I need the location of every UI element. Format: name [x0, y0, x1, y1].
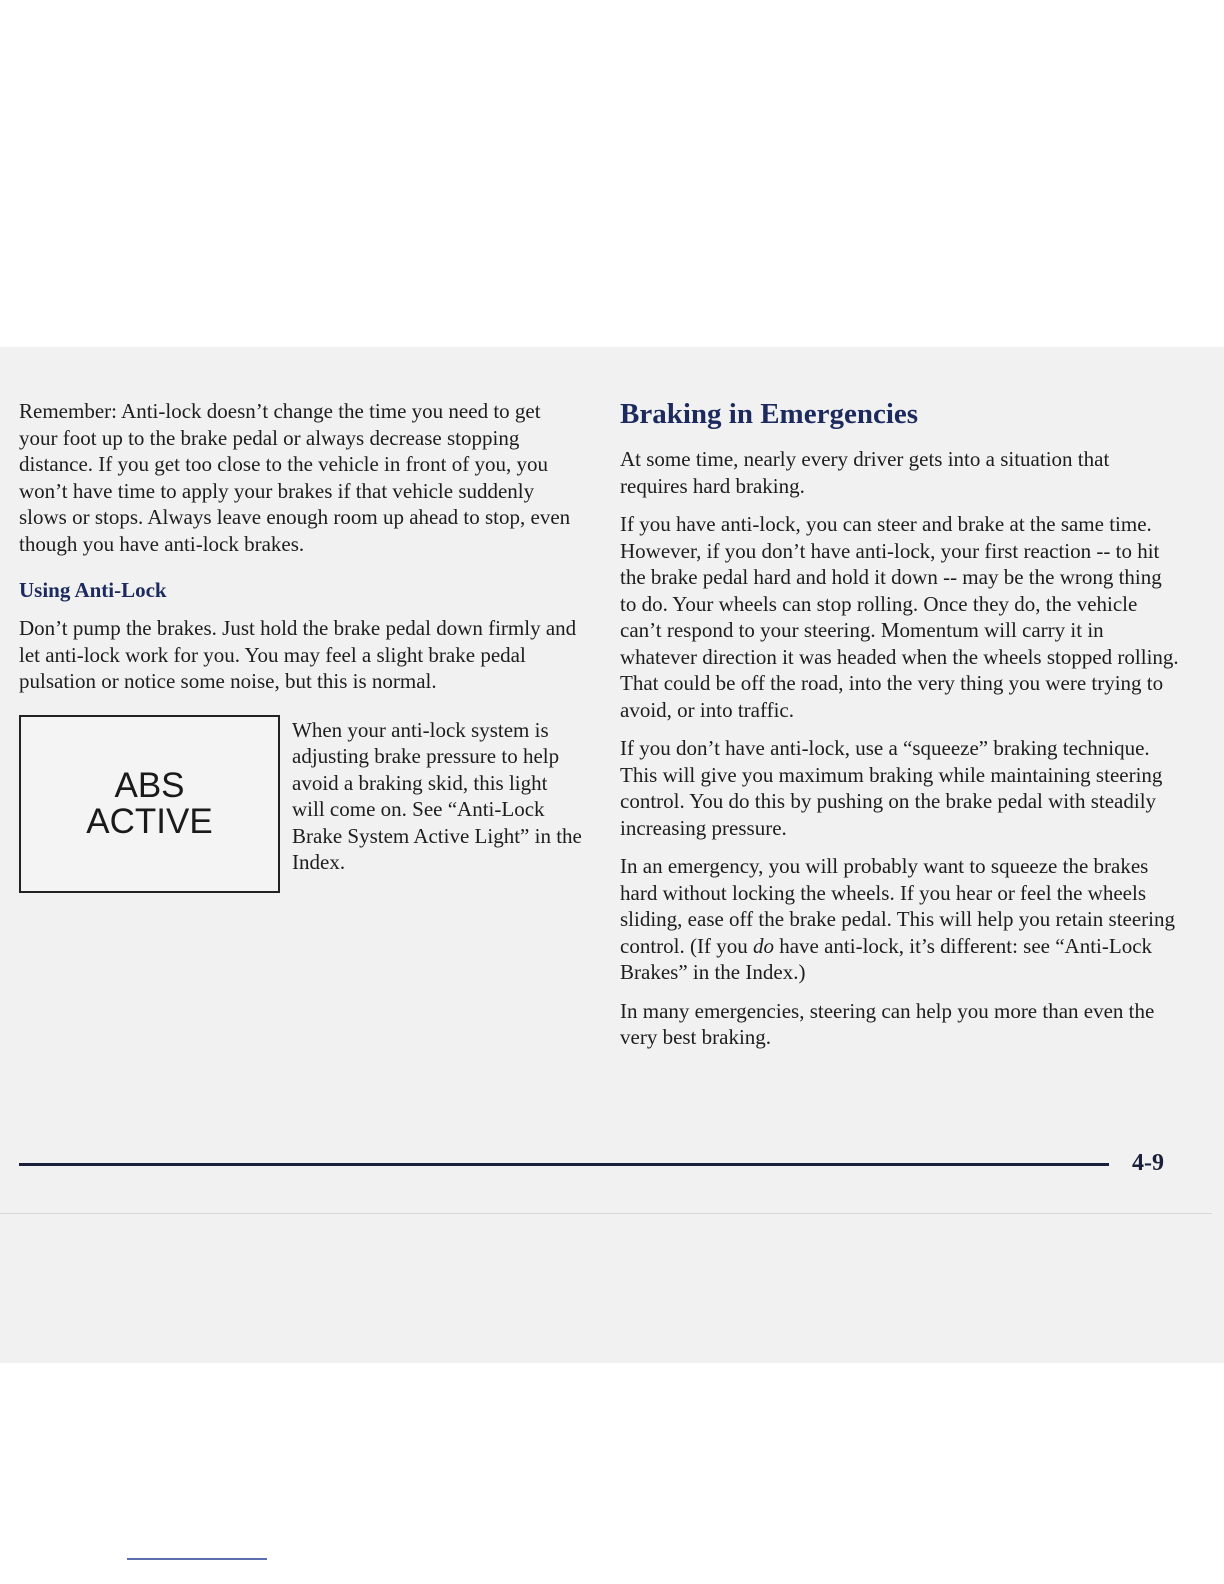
abs-indicator-section: [19, 715, 584, 895]
intro-paragraph: Remember: Anti-lock doesn’t change the time you need to get your foot up to the brake pedal or always decrease stopping distance. If you get too close to the vehicle in front of you, you won’t have time to apply your brakes if that vehicle suddenly slows or stops. Always leave enough room up ahead to stop, even though you have anti-lock brakes.: [19, 399, 571, 556]
left-column: [19, 398, 584, 895]
abs-caption-text: When your anti-lock system is adjusting brake pressure to help avoid a braking skid, this light will come on. See “Anti-Lock Brake System Active Light” in the Index.: [292, 717, 582, 874]
footer-rule: [19, 1163, 1109, 1166]
abs-indicator-line-1: ABS: [114, 765, 185, 805]
using-anti-lock-paragraph: Don’t pump the brakes. Just hold the brake pedal down firmly and let anti-lock work for you. You may feel a slight brake pedal pulsation or notice some noise, but this is normal.: [19, 616, 577, 693]
paragraph-steer-and-brake: If you have anti-lock, you can steer and brake at the same time. However, if you don’t have anti-lock, your first reaction -- to hit the brake pedal hard and hold it down -- may be the wrong thing to do. Your wheels can stop rolling. Once they do, the vehicle can’t respond to your steering. Momentum will carry it in whatever direction it was headed when the wheels stopped rolling. That could be off the road, into the very thing you were trying to avoid, or into traffic.: [620, 512, 1179, 722]
emergency-text-emphasis: do: [752, 933, 774, 958]
paragraph-steering-helps: In many emergencies, steering can help you more than even the very best braking.: [620, 998, 1155, 1049]
paragraph-emergency-squeeze: [620, 853, 1180, 986]
paragraph-squeeze-technique: If you don’t have anti-lock, use a “squeeze” braking technique. This will give you maximum braking while maintaining steering control. You do this by pushing on the brake pedal with steadily increasing pressure.: [620, 736, 1163, 840]
right-column: [620, 396, 1180, 1063]
braking-in-emergencies-heading: Braking in Emergencies: [620, 398, 919, 430]
abs-active-indicator: [19, 715, 280, 893]
paragraph-hard-braking: At some time, nearly every driver gets into a situation that requires hard braking.: [620, 447, 1110, 498]
scan-edge-line: [0, 1213, 1212, 1214]
emergency-text-before: In an emergency, you will probably want to squeeze the brakes hard without locking the wheels. If you hear or feel the wheels sliding, ease off the brake pedal. This will help you retain steering control. (If you: [620, 854, 1175, 958]
bottom-decorative-line: [127, 1558, 267, 1560]
page-number: 4-9: [1132, 1150, 1164, 1176]
emergency-text-after: have anti-lock, it’s different: see “Anti-Lock Brakes” in the Index.): [620, 933, 1153, 984]
abs-indicator-line-2: ACTIVE: [86, 801, 213, 841]
using-anti-lock-heading: Using Anti-Lock: [19, 578, 167, 602]
abs-indicator-caption: [292, 717, 582, 876]
